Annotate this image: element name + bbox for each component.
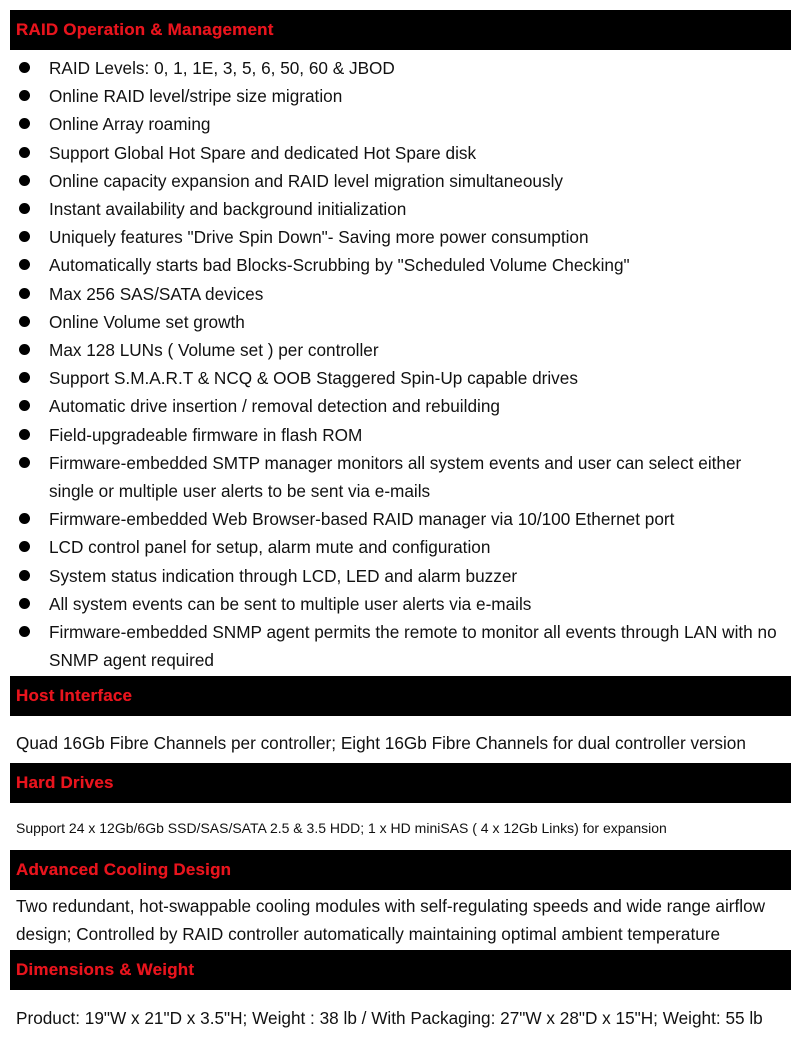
list-item bbox=[10, 392, 791, 420]
bullet-icon bbox=[19, 400, 30, 411]
list-item-text: Online RAID level/stripe size migration bbox=[49, 86, 343, 107]
list-item bbox=[10, 533, 791, 561]
list-item bbox=[10, 110, 791, 138]
list-item-text: LCD control panel for setup, alarm mute and configuration bbox=[49, 537, 491, 558]
cooling-text: Two redundant, hot-swappable cooling modules with self-regulating speeds and wide range airflow design; Controlled by RAID controller automatically maintaining optimal ambient temperature bbox=[16, 896, 766, 945]
host-interface-text: Quad 16Gb Fibre Channels per controller; Eight 16Gb Fibre Channels for dual controller version bbox=[16, 733, 746, 754]
list-item-text: Uniquely features "Drive Spin Down"- Saving more power consumption bbox=[49, 227, 589, 248]
list-item bbox=[10, 562, 791, 590]
list-item-text: Online Array roaming bbox=[49, 114, 211, 135]
list-item bbox=[10, 223, 791, 251]
list-item-text: Max 256 SAS/SATA devices bbox=[49, 283, 264, 304]
bullet-icon bbox=[19, 372, 30, 383]
list-item bbox=[10, 167, 791, 195]
list-item bbox=[10, 195, 791, 223]
list-item bbox=[10, 336, 791, 364]
list-item bbox=[10, 251, 791, 279]
list-item-text: Firmware-embedded SNMP agent permits the remote to monitor all events through LAN with no SNMP agent required bbox=[49, 622, 777, 671]
section-header-host-interface: Host Interface bbox=[10, 676, 791, 716]
bullet-icon bbox=[19, 231, 30, 242]
bullet-icon bbox=[19, 429, 30, 440]
bullet-icon bbox=[19, 147, 30, 158]
list-item bbox=[10, 308, 791, 336]
list-item-text: Field-upgradeable firmware in flash ROM bbox=[49, 424, 363, 445]
hard-drives-text: Support 24 x 12Gb/6Gb SSD/SAS/SATA 2.5 & 3.5 HDD; 1 x HD miniSAS ( 4 x 12Gb Links) for expansion bbox=[16, 820, 667, 837]
section-header-dimensions: Dimensions & Weight bbox=[10, 950, 791, 990]
list-item-text: Firmware-embedded Web Browser-based RAID manager via 10/100 Ethernet port bbox=[49, 509, 675, 530]
section-header-hard-drives: Hard Drives bbox=[10, 763, 791, 803]
list-item-text: Online capacity expansion and RAID level migration simultaneously bbox=[49, 170, 563, 191]
list-item bbox=[10, 505, 791, 533]
spec-sheet bbox=[10, 10, 791, 1032]
bullet-icon bbox=[19, 541, 30, 552]
list-item-text: Online Volume set growth bbox=[49, 311, 245, 332]
bullet-icon bbox=[19, 90, 30, 101]
list-item-text: Support S.M.A.R.T & NCQ & OOB Staggered Spin-Up capable drives bbox=[49, 368, 578, 389]
list-item-text: Max 128 LUNs ( Volume set ) per controller bbox=[49, 340, 379, 361]
list-item-text: System status indication through LCD, LED and alarm buzzer bbox=[49, 565, 518, 586]
bullet-icon bbox=[19, 175, 30, 186]
list-item-text: Automatic drive insertion / removal detection and rebuilding bbox=[49, 396, 500, 417]
bullet-icon bbox=[19, 513, 30, 524]
list-item-text: RAID Levels: 0, 1, 1E, 3, 5, 6, 50, 60 & JBOD bbox=[49, 58, 395, 78]
bullet-icon bbox=[19, 203, 30, 214]
list-item-text: Instant availability and background initialization bbox=[49, 199, 407, 220]
bullet-icon bbox=[19, 570, 30, 581]
list-item bbox=[10, 139, 791, 167]
bullet-icon bbox=[19, 316, 30, 327]
list-item bbox=[10, 364, 791, 392]
bullet-icon bbox=[19, 598, 30, 609]
list-item bbox=[10, 82, 791, 110]
dimensions-text: Product: 19"W x 21"D x 3.5"H; Weight : 38 lb / With Packaging: 27"W x 28"D x 15"H; Weight: 55 lb bbox=[16, 1008, 763, 1029]
list-item-text: Firmware-embedded SMTP manager monitors all system events and user can select either single or multiple user alerts to be sent via e-mails bbox=[49, 452, 742, 502]
list-item bbox=[10, 590, 791, 618]
list-item bbox=[10, 280, 791, 308]
list-item bbox=[10, 421, 791, 449]
bullet-icon bbox=[19, 344, 30, 355]
list-item-text: Support Global Hot Spare and dedicated Hot Spare disk bbox=[49, 142, 477, 163]
list-item bbox=[10, 618, 791, 674]
section-header-raid: RAID Operation & Management bbox=[10, 10, 791, 50]
bullet-icon bbox=[19, 626, 30, 637]
bullet-icon bbox=[19, 457, 30, 468]
bullet-icon bbox=[19, 259, 30, 270]
bullet-icon bbox=[19, 118, 30, 129]
bullet-icon bbox=[19, 62, 30, 73]
list-item-text: Automatically starts bad Blocks-Scrubbing by "Scheduled Volume Checking" bbox=[49, 255, 630, 276]
section-header-cooling: Advanced Cooling Design bbox=[10, 850, 791, 890]
bullet-icon bbox=[19, 288, 30, 299]
raid-feature-list bbox=[10, 50, 791, 674]
list-item bbox=[10, 449, 791, 505]
list-item-text: All system events can be sent to multiple user alerts via e-mails bbox=[49, 593, 532, 614]
list-item bbox=[10, 54, 791, 82]
